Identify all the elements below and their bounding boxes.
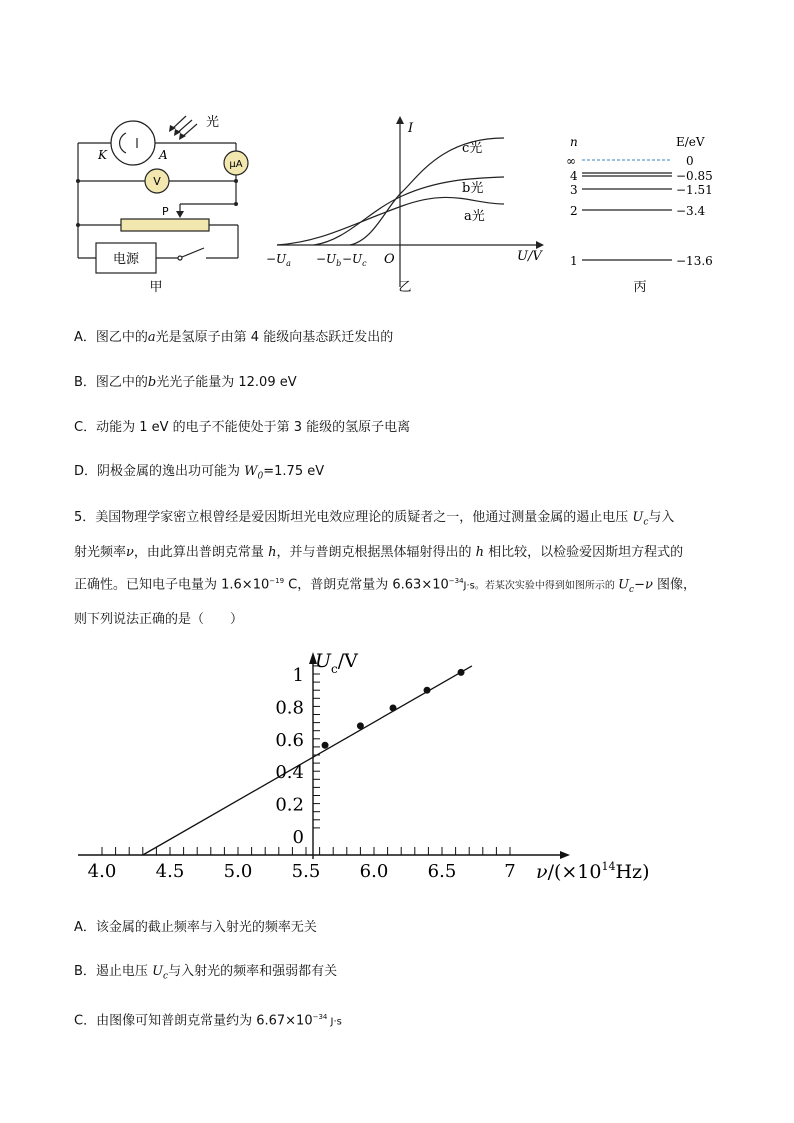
x-tick-label: 5.0 [223, 861, 253, 882]
data-point [322, 742, 329, 749]
q4-d-prefix: D．阴极金属的逸出功可能为 [74, 464, 245, 479]
q4-d-var: W [244, 464, 258, 479]
q5-stem [74, 503, 724, 634]
q5-line-2: 射光频率ν，由此算出普朗克常量 h，并与普朗克根据黑体辐射得出的 h 相比较，以检验爱因斯坦方程式的 [74, 544, 684, 560]
q4-b-var: b [147, 375, 157, 390]
q4-b-prefix: B．图乙中的 [74, 375, 148, 390]
y-tick-label: 0.4 [275, 762, 304, 784]
tick-minus-ua: $-U_a$ [266, 252, 291, 268]
cathode [120, 133, 126, 153]
level-1-e: −13.6 [676, 254, 713, 268]
x-tick-label: 4.0 [87, 861, 117, 882]
q4-option-b [74, 375, 297, 391]
x-tick-label: 4.5 [155, 861, 185, 882]
curve-c-label: c光 [462, 141, 483, 156]
y-tick-label: 0.6 [275, 729, 304, 751]
level-infinity-n: ∞ [566, 154, 576, 168]
x-tick-label: 6.0 [359, 861, 389, 882]
x-tick-label: 6.5 [427, 861, 457, 882]
level-3-n: 3 [570, 183, 578, 197]
caption-bing: 丙 [633, 280, 647, 295]
y-axis-title: $U_c/V$ [315, 650, 358, 676]
light-label: 光 [206, 115, 220, 130]
level-2-e: −3.4 [676, 204, 706, 218]
tick-minus-ub: $-U_b$ [316, 252, 342, 268]
q4-a-prefix: A．图乙中的 [74, 330, 148, 345]
circuit-diagram-jia [66, 108, 256, 298]
q4-d-sub: 0 [257, 471, 264, 482]
data-point [357, 722, 364, 729]
phototube [111, 121, 155, 165]
y-tick-label: 0 [292, 827, 304, 848]
q4-option-d [74, 464, 324, 485]
level-4-n: 4 [570, 169, 578, 183]
ammeter-label: μA [229, 159, 243, 170]
y-tick-label: 0.2 [275, 794, 304, 816]
y-tick-label: 1 [292, 665, 304, 686]
voltmeter-label: V [153, 175, 161, 188]
uc-frequency-chart [70, 640, 670, 890]
level-infinity-e: 0 [686, 154, 694, 168]
x-axis-title: $\nu/(\times 10^{14}Hz)$ [536, 860, 650, 883]
curve-b-label: b光 [462, 181, 484, 196]
level-2-n: 2 [570, 204, 578, 218]
data-point [390, 705, 397, 712]
q4-a-text: 光是氢原子由第 4 能级向基态跃迁发出的 [155, 330, 394, 345]
q5-line-1: 5．美国物理学家密立根曾经是爱因斯坦光电效应理论的质疑者之一，他通过测量金属的遏止电压 $U_c$与入 [74, 510, 675, 528]
q4-option-a [74, 330, 393, 346]
cathode-label: K [98, 148, 107, 162]
y-axis-label: I [408, 121, 414, 136]
level-4-e: −0.85 [676, 169, 713, 183]
q4-option-c: C．动能为 1 eV 的电子不能使处于第 3 能级的氢原子电离 [74, 420, 411, 435]
curve-a-label: a光 [464, 209, 485, 224]
anode-label: A [159, 148, 168, 162]
e-header: E/eV [676, 135, 705, 149]
q5-line-3: 正确性。已知电子电量为 $1.6\times 10^{-19}$ C，普朗克常量为 $6.63\times 10^{-34}J\cdot s$。若某次实验中得到如图所示的 $U_c-\nu$ 图像， [74, 576, 697, 595]
data-point [424, 687, 431, 694]
power-source-label: 电源 [112, 252, 140, 267]
y-tick-label: 0.8 [275, 697, 304, 719]
tick-minus-uc: $-U_c$ [342, 252, 367, 268]
caption-jia: 甲 [149, 280, 163, 295]
q4-a-var: a [147, 330, 156, 345]
origin-label: O [384, 252, 395, 267]
q4-d-text: =1.75 eV [263, 464, 325, 479]
slider-label: P [162, 205, 169, 218]
rheostat [121, 219, 209, 231]
caption-yi: 乙 [398, 280, 412, 295]
iu-graph-yi [262, 112, 552, 298]
energy-level-diagram-bing [560, 128, 730, 298]
fit-line [143, 666, 472, 855]
q5-option-c: C．由图像可知普朗克常量约为 $6.67\times 10^{-34}$ J·s [74, 1013, 342, 1029]
x-tick-label: 7 [504, 861, 516, 882]
x-axis-arrow [560, 851, 570, 859]
level-1-n: 1 [570, 254, 578, 268]
x-tick-label: 5.5 [291, 861, 321, 882]
q5-option-b: B．遏止电压 $U_c$与入射光的频率和强弱都有关 [74, 964, 338, 982]
n-header: n [570, 135, 578, 149]
level-3-e: −1.51 [676, 183, 713, 197]
x-axis-label: U/V [517, 249, 542, 264]
q5-line-4: 则下列说法正确的是（ ） [74, 611, 244, 627]
q4-b-text: 光光子能量为 12.09 eV [156, 375, 297, 390]
q5-option-a: A．该金属的截止频率与入射光的频率无关 [74, 920, 317, 935]
data-point [458, 669, 465, 676]
